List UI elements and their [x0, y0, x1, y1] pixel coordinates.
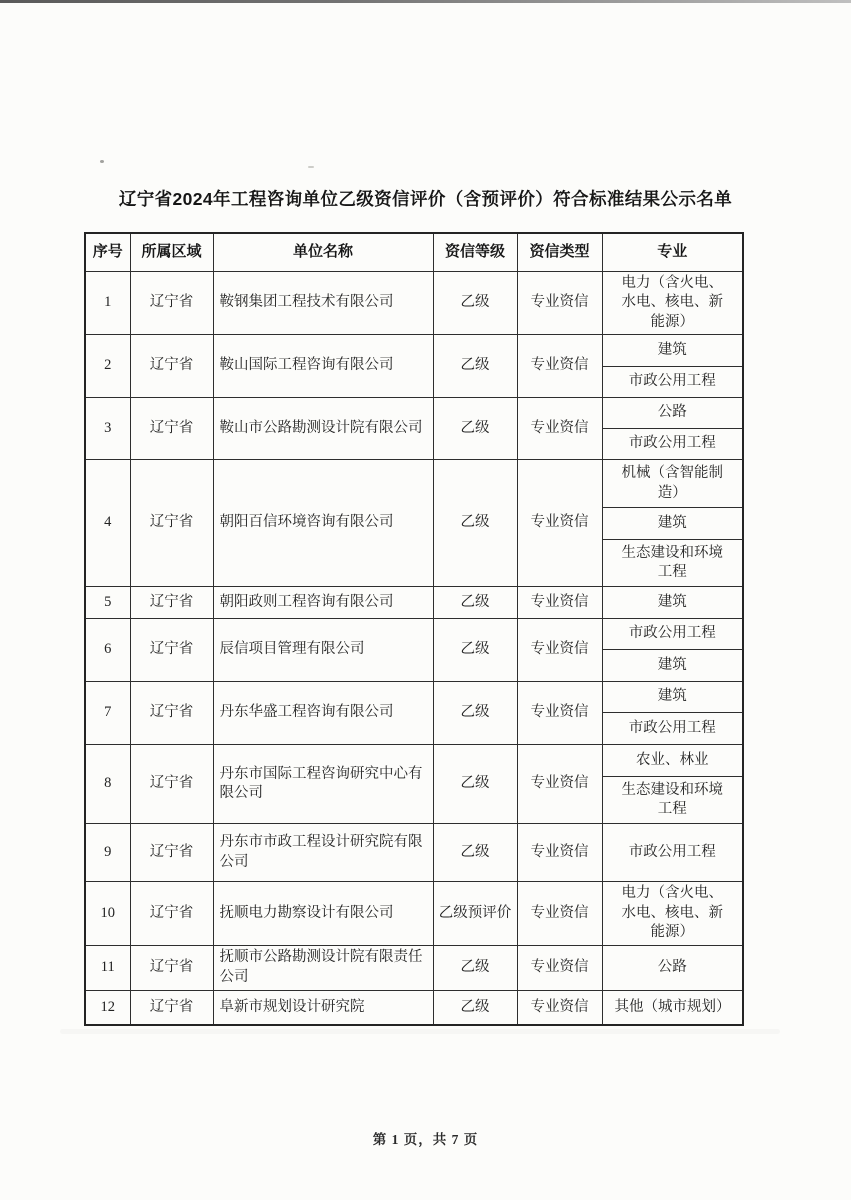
- cell-type: 专业资信: [517, 271, 602, 335]
- cell-region: 辽宁省: [130, 271, 213, 335]
- cell-specialty: 公路: [602, 398, 743, 429]
- cell-grade: 乙级: [433, 271, 517, 335]
- cell-no: 12: [85, 990, 130, 1025]
- table-row: [85, 882, 743, 946]
- cell-type: 专业资信: [517, 587, 602, 619]
- cell-region: 辽宁省: [130, 619, 213, 682]
- cell-type: 专业资信: [517, 882, 602, 946]
- cell-no: 7: [85, 682, 130, 745]
- cell-type: 专业资信: [517, 460, 602, 587]
- cell-region: 辽宁省: [130, 398, 213, 460]
- cell-specialty: 生态建设和环境工程: [602, 540, 743, 587]
- cell-region: 辽宁省: [130, 460, 213, 587]
- table-row: [85, 335, 743, 367]
- cell-specialty: 建筑: [602, 587, 743, 619]
- cell-type: 专业资信: [517, 990, 602, 1025]
- cell-region: 辽宁省: [130, 824, 213, 882]
- cell-specialty: 机械（含智能制造）: [602, 460, 743, 508]
- cell-region: 辽宁省: [130, 682, 213, 745]
- cell-no: 6: [85, 619, 130, 682]
- cell-company-name: 鞍山市公路勘测设计院有限公司: [213, 398, 433, 460]
- cell-type: 专业资信: [517, 945, 602, 990]
- cell-specialty: 其他（城市规划）: [602, 990, 743, 1025]
- cell-grade: 乙级: [433, 945, 517, 990]
- cell-grade: 乙级: [433, 745, 517, 824]
- cell-no: 5: [85, 587, 130, 619]
- column-header-type: 资信类型: [517, 233, 602, 271]
- cell-company-name: 鞍山国际工程咨询有限公司: [213, 335, 433, 398]
- column-header-grade: 资信等级: [433, 233, 517, 271]
- cell-type: 专业资信: [517, 619, 602, 682]
- cell-specialty: 建筑: [602, 335, 743, 367]
- cell-specialty: 市政公用工程: [602, 367, 743, 398]
- cell-no: 10: [85, 882, 130, 946]
- cell-grade: 乙级: [433, 587, 517, 619]
- table-header-row: [85, 233, 743, 271]
- table-row: [85, 824, 743, 882]
- scan-speck-artifact: [100, 160, 104, 163]
- table-row: [85, 745, 743, 777]
- column-header-specialty: 专业: [602, 233, 743, 271]
- page-title: 辽宁省2024年工程咨询单位乙级资信评价（含预评价）符合标准结果公示名单: [118, 189, 733, 209]
- column-header-no: 序号: [85, 233, 130, 271]
- cell-region: 辽宁省: [130, 882, 213, 946]
- table-row: [85, 619, 743, 650]
- cell-company-name: 鞍钢集团工程技术有限公司: [213, 271, 433, 335]
- cell-company-name: 抚顺电力勘察设计有限公司: [213, 882, 433, 946]
- cell-no: 3: [85, 398, 130, 460]
- cell-specialty: 市政公用工程: [602, 619, 743, 650]
- cell-specialty: 市政公用工程: [602, 713, 743, 745]
- cell-region: 辽宁省: [130, 335, 213, 398]
- table-row: [85, 398, 743, 429]
- cell-specialty: 市政公用工程: [602, 824, 743, 882]
- cell-grade: 乙级: [433, 682, 517, 745]
- cell-type: 专业资信: [517, 745, 602, 824]
- cell-grade: 乙级预评价: [433, 882, 517, 946]
- cell-region: 辽宁省: [130, 945, 213, 990]
- cell-company-name: 抚顺市公路勘测设计院有限责任公司: [213, 945, 433, 990]
- table-row: [85, 587, 743, 619]
- cell-company-name: 辰信项目管理有限公司: [213, 619, 433, 682]
- cell-specialty: 电力（含火电、水电、核电、新能源）: [602, 882, 743, 946]
- table-row: [85, 990, 743, 1025]
- table-row: [85, 271, 743, 335]
- cell-region: 辽宁省: [130, 587, 213, 619]
- cell-company-name: 丹东华盛工程咨询有限公司: [213, 682, 433, 745]
- cell-region: 辽宁省: [130, 745, 213, 824]
- cell-no: 9: [85, 824, 130, 882]
- cell-grade: 乙级: [433, 619, 517, 682]
- cell-no: 2: [85, 335, 130, 398]
- scan-speck-artifact: [308, 166, 314, 168]
- column-header-region: 所属区域: [130, 233, 213, 271]
- cell-no: 4: [85, 460, 130, 587]
- cell-specialty: 建筑: [602, 682, 743, 713]
- cell-company-name: 朝阳政则工程咨询有限公司: [213, 587, 433, 619]
- table-row: [85, 460, 743, 508]
- cell-specialty: 电力（含火电、水电、核电、新能源）: [602, 271, 743, 335]
- credit-evaluation-table: [84, 232, 744, 1026]
- scan-edge-artifact: [0, 0, 851, 3]
- cell-specialty: 建筑: [602, 650, 743, 682]
- cell-company-name: 朝阳百信环境咨询有限公司: [213, 460, 433, 587]
- cell-specialty: 市政公用工程: [602, 429, 743, 460]
- cell-company-name: 丹东市市政工程设计研究院有限公司: [213, 824, 433, 882]
- scan-streak-artifact: [60, 1029, 780, 1034]
- column-header-name: 单位名称: [213, 233, 433, 271]
- cell-type: 专业资信: [517, 398, 602, 460]
- cell-specialty: 建筑: [602, 508, 743, 540]
- cell-type: 专业资信: [517, 682, 602, 745]
- cell-company-name: 丹东市国际工程咨询研究中心有限公司: [213, 745, 433, 824]
- cell-no: 1: [85, 271, 130, 335]
- cell-specialty: 公路: [602, 945, 743, 990]
- cell-type: 专业资信: [517, 824, 602, 882]
- cell-grade: 乙级: [433, 335, 517, 398]
- cell-company-name: 阜新市规划设计研究院: [213, 990, 433, 1025]
- cell-grade: 乙级: [433, 990, 517, 1025]
- cell-specialty: 生态建设和环境工程: [602, 777, 743, 824]
- cell-no: 8: [85, 745, 130, 824]
- cell-grade: 乙级: [433, 824, 517, 882]
- table-row: [85, 945, 743, 990]
- cell-specialty: 农业、林业: [602, 745, 743, 777]
- cell-grade: 乙级: [433, 460, 517, 587]
- table-row: [85, 682, 743, 713]
- cell-type: 专业资信: [517, 335, 602, 398]
- cell-no: 11: [85, 945, 130, 990]
- cell-region: 辽宁省: [130, 990, 213, 1025]
- page-number: 第 1 页，共 7 页: [372, 1132, 479, 1147]
- cell-grade: 乙级: [433, 398, 517, 460]
